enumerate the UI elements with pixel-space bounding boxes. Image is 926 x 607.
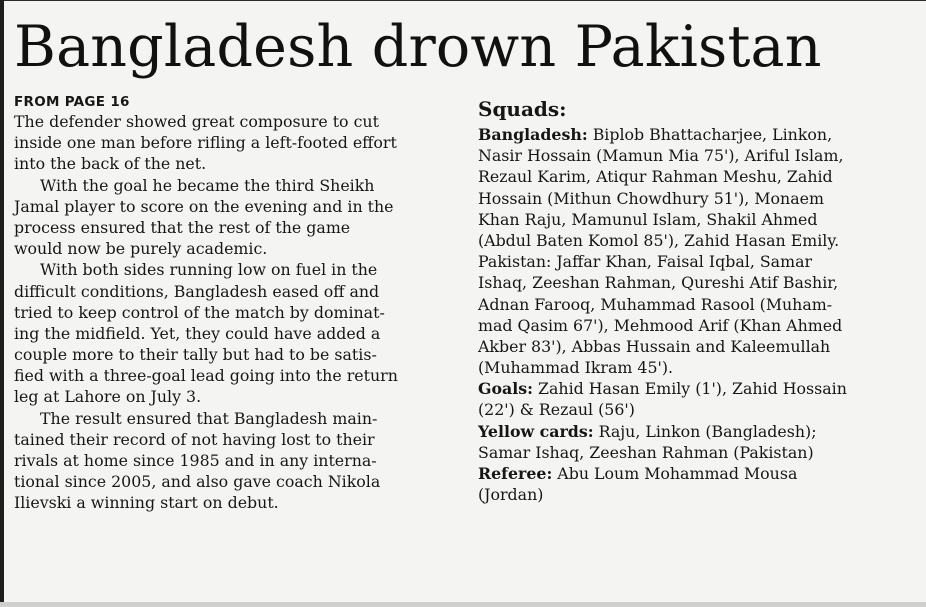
body-line: tried to keep control of the match by dominat- bbox=[14, 302, 385, 322]
squads-line bbox=[478, 378, 912, 399]
squads-line bbox=[478, 399, 912, 420]
frame-border-bottom bbox=[0, 602, 926, 607]
squads-line-text: Zahid Hasan Emily (1'), Zahid Hossain bbox=[533, 379, 847, 399]
squads-line-text: (Muhammad Ikram 45'). bbox=[478, 358, 674, 378]
squads-line-text: Rezaul Karim, Atiqur Rahman Meshu, Zahid bbox=[478, 167, 833, 187]
squads-heading: Squads: bbox=[478, 97, 567, 121]
headline: Bangladesh drown Pakistan bbox=[14, 14, 822, 80]
squads-line-label: Goals: bbox=[478, 379, 533, 399]
squads-line-text: mad Qasim 67'), Mehmood Arif (Khan Ahmed bbox=[478, 315, 843, 335]
squads-line-text: Ishaq, Zeeshan Rahman, Qureshi Atif Bashir, bbox=[478, 273, 839, 293]
squads-line bbox=[478, 230, 912, 251]
frame-border-left bbox=[0, 0, 4, 607]
body-line: With both sides running low on fuel in the bbox=[40, 260, 378, 280]
frame-border-top bbox=[0, 0, 926, 1]
squads-line-text: Hossain (Mithun Chowdhury 51'), Monaem bbox=[478, 188, 824, 208]
squads-line bbox=[478, 145, 912, 166]
squads-line-text: Adnan Farooq, Muhammad Rasool (Muham- bbox=[478, 294, 833, 314]
squads-list bbox=[478, 124, 912, 505]
squads-line-label: Yellow cards: bbox=[478, 421, 594, 441]
body-line: Ilievski a winning start on debut. bbox=[14, 493, 279, 513]
body-line: difficult conditions, Bangladesh eased off and bbox=[14, 281, 380, 301]
squads-line-text: Akber 83'), Abbas Hussain and Kaleemullah bbox=[478, 336, 831, 356]
article-body bbox=[14, 111, 450, 514]
squads-line bbox=[478, 294, 912, 315]
squads-line bbox=[478, 336, 912, 357]
body-line: Jamal player to score on the evening and in the bbox=[14, 196, 394, 216]
squads-line bbox=[478, 315, 912, 336]
squads-line bbox=[478, 166, 912, 187]
squads-line-text: Pakistan: Jaffar Khan, Faisal Iqbal, Samar bbox=[478, 252, 813, 272]
squads-line-text: Nasir Hossain (Mamun Mia 75'), Ariful Islam, bbox=[478, 146, 844, 166]
squads-column bbox=[478, 95, 912, 505]
squads-line bbox=[478, 124, 912, 145]
squads-line-text: Abu Loum Mohammad Mousa bbox=[552, 464, 798, 483]
body-line: With the goal he became the third Sheikh bbox=[40, 175, 375, 195]
squads-line-text: Raju, Linkon (Bangladesh); bbox=[593, 421, 817, 441]
body-line: rivals at home since 1985 and in any interna- bbox=[14, 451, 377, 470]
body-line: The result ensured that Bangladesh main- bbox=[40, 408, 378, 428]
squads-line-label: Referee: bbox=[478, 464, 553, 483]
body-line: ing the midfield. Yet, they could have added a bbox=[14, 323, 381, 343]
squads-line bbox=[478, 463, 912, 484]
body-line: would now be purely academic. bbox=[14, 239, 268, 259]
squads-line-text: (Abdul Baten Komol 85'), Zahid Hasan Emily. bbox=[478, 230, 840, 250]
squads-line-text: (22') & Rezaul (56') bbox=[478, 400, 635, 420]
body-line: fied with a three-goal lead going into the return bbox=[14, 366, 398, 386]
body-line: into the back of the net. bbox=[14, 154, 207, 174]
body-line: The defender showed great composure to cut bbox=[14, 112, 379, 131]
body-line: inside one man before rifling a left-footed effort bbox=[14, 133, 397, 153]
continued-from-label: FROM PAGE 16 bbox=[14, 94, 130, 110]
body-line: process ensured that the rest of the game bbox=[14, 217, 351, 237]
squads-line bbox=[478, 442, 912, 463]
squads-line bbox=[478, 251, 912, 272]
squads-line-text: (Jordan) bbox=[478, 485, 544, 505]
squads-line bbox=[478, 357, 912, 378]
squads-line-text: Khan Raju, Mamunul Islam, Shakil Ahmed bbox=[478, 209, 818, 229]
body-line: tained their record of not having lost to their bbox=[14, 429, 375, 449]
squads-line bbox=[478, 421, 912, 442]
squads-line bbox=[478, 188, 912, 209]
squads-line-text: Biplob Bhattacharjee, Linkon, bbox=[587, 125, 833, 144]
body-line: tional since 2005, and also gave coach Nikola bbox=[14, 472, 381, 492]
squads-line bbox=[478, 484, 912, 505]
squads-line bbox=[478, 272, 912, 293]
body-line: leg at Lahore on July 3. bbox=[14, 387, 202, 407]
squads-line bbox=[478, 209, 912, 230]
squads-line-label: Bangladesh: bbox=[478, 125, 588, 144]
squads-line-text: Samar Ishaq, Zeeshan Rahman (Pakistan) bbox=[478, 442, 814, 462]
article-body-column bbox=[14, 93, 450, 514]
body-line: couple more to their tally but had to be satis- bbox=[14, 345, 377, 365]
